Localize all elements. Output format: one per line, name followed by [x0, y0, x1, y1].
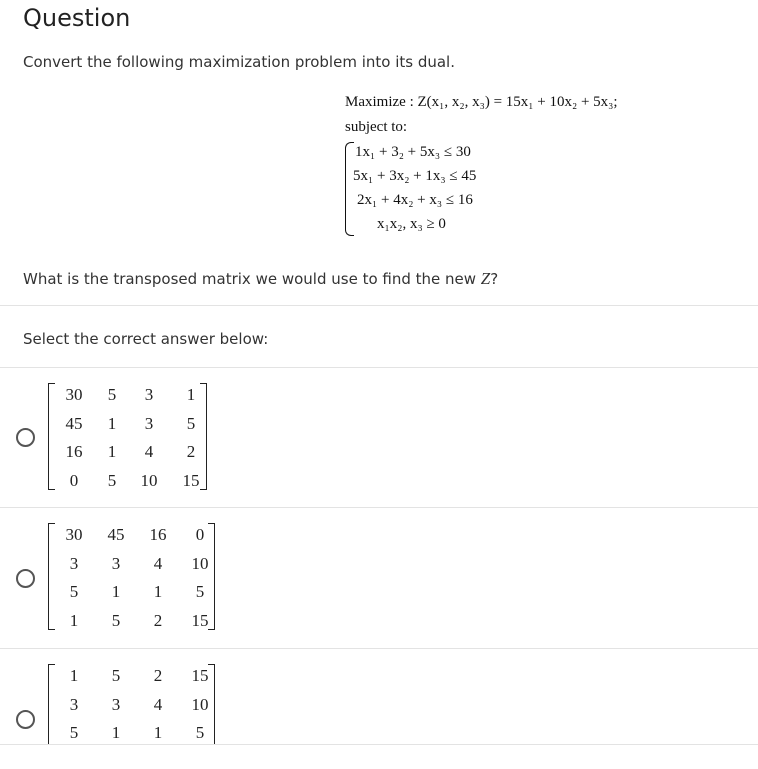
answer-option-1-matrix[interactable]	[48, 383, 208, 491]
select-answer-label: Select the correct answer below:	[23, 330, 269, 348]
divider	[0, 507, 758, 508]
matrix-cell: 3	[111, 694, 121, 714]
constraint-1: 1x₁ + 3₂ + 5x₃ ≤ 30	[355, 144, 471, 160]
matrix-cell: 16	[149, 525, 167, 544]
matrix-cell: 30	[65, 385, 83, 404]
matrix-cell: 4	[153, 694, 163, 714]
matrix-cell: 5	[195, 723, 205, 742]
footer-bar	[0, 744, 758, 769]
matrix-cell: 30	[65, 525, 83, 544]
page-title: Question	[23, 4, 131, 32]
matrix-cell: 2	[153, 666, 163, 685]
question-ask-variable: Z	[480, 269, 491, 288]
matrix-cell: 1	[111, 723, 121, 742]
answer-option-2-matrix[interactable]	[48, 523, 216, 631]
matrix-cell: 10	[191, 694, 209, 714]
matrix-cell: 5	[107, 470, 117, 490]
matrix-cell: 2	[186, 442, 196, 461]
question-ask-text: What is the transposed matrix we would use to find the new	[23, 270, 481, 288]
matrix-cell: 5	[195, 582, 205, 601]
matrix-cell: 1	[107, 442, 117, 461]
matrix-cell: 15	[191, 666, 209, 685]
subject-to-label: subject to:	[345, 119, 408, 135]
question-prompt: Convert the following maximization problem into its dual.	[23, 53, 455, 71]
answer-option-3-radio[interactable]	[16, 710, 35, 729]
matrix-cell: 5	[69, 723, 79, 742]
matrix-cell: 15	[191, 610, 209, 630]
matrix-cell: 5	[111, 666, 121, 685]
divider	[0, 367, 758, 368]
answer-option-2-radio[interactable]	[16, 569, 35, 588]
matrix-cell: 1	[153, 582, 163, 601]
matrix-cell: 5	[69, 582, 79, 601]
nonnegativity-constraint: x₁x₂, x₃ ≥ 0	[377, 216, 446, 232]
matrix-cell: 3	[69, 553, 79, 573]
question-ask	[23, 269, 498, 289]
constraint-3: 2x₁ + 4x₂ + x₃ ≤ 16	[357, 192, 473, 208]
matrix-cell: 1	[186, 385, 196, 404]
matrix-cell: 4	[144, 442, 154, 461]
matrix-cell: 1	[69, 666, 79, 685]
matrix-cell: 5	[186, 413, 196, 433]
matrix-cell: 15	[182, 470, 200, 490]
matrix-cell: 4	[153, 553, 163, 573]
divider	[0, 648, 758, 649]
divider	[0, 305, 758, 306]
matrix-cell: 1	[111, 582, 121, 601]
matrix-cell: 45	[65, 413, 83, 433]
constraint-2: 5x₁ + 3x₂ + 1x₃ ≤ 45	[353, 168, 477, 184]
question-ask-suffix: ?	[490, 270, 499, 288]
matrix-cell: 1	[69, 610, 79, 630]
matrix-cell: 2	[153, 610, 163, 630]
matrix-cell: 0	[195, 525, 205, 544]
answer-option-1-radio[interactable]	[16, 428, 35, 447]
objective-function: Maximize : Z(x₁, x₂, x₃) = 15x₁ + 10x₂ + 5x₃;	[345, 94, 618, 110]
matrix-cell: 3	[111, 553, 121, 573]
matrix-cell: 5	[111, 610, 121, 630]
matrix-cell: 45	[107, 525, 125, 544]
matrix-cell: 10	[191, 553, 209, 573]
matrix-cell: 5	[107, 385, 117, 404]
matrix-cell: 16	[65, 442, 83, 461]
constraint-brace	[345, 142, 354, 236]
matrix-cell: 3	[69, 694, 79, 714]
matrix-cell: 3	[144, 413, 154, 433]
matrix-cell: 10	[140, 470, 158, 490]
matrix-cell: 3	[144, 385, 154, 404]
matrix-cell: 1	[153, 723, 163, 742]
matrix-cell: 1	[107, 413, 117, 433]
matrix-cell: 0	[69, 470, 79, 490]
